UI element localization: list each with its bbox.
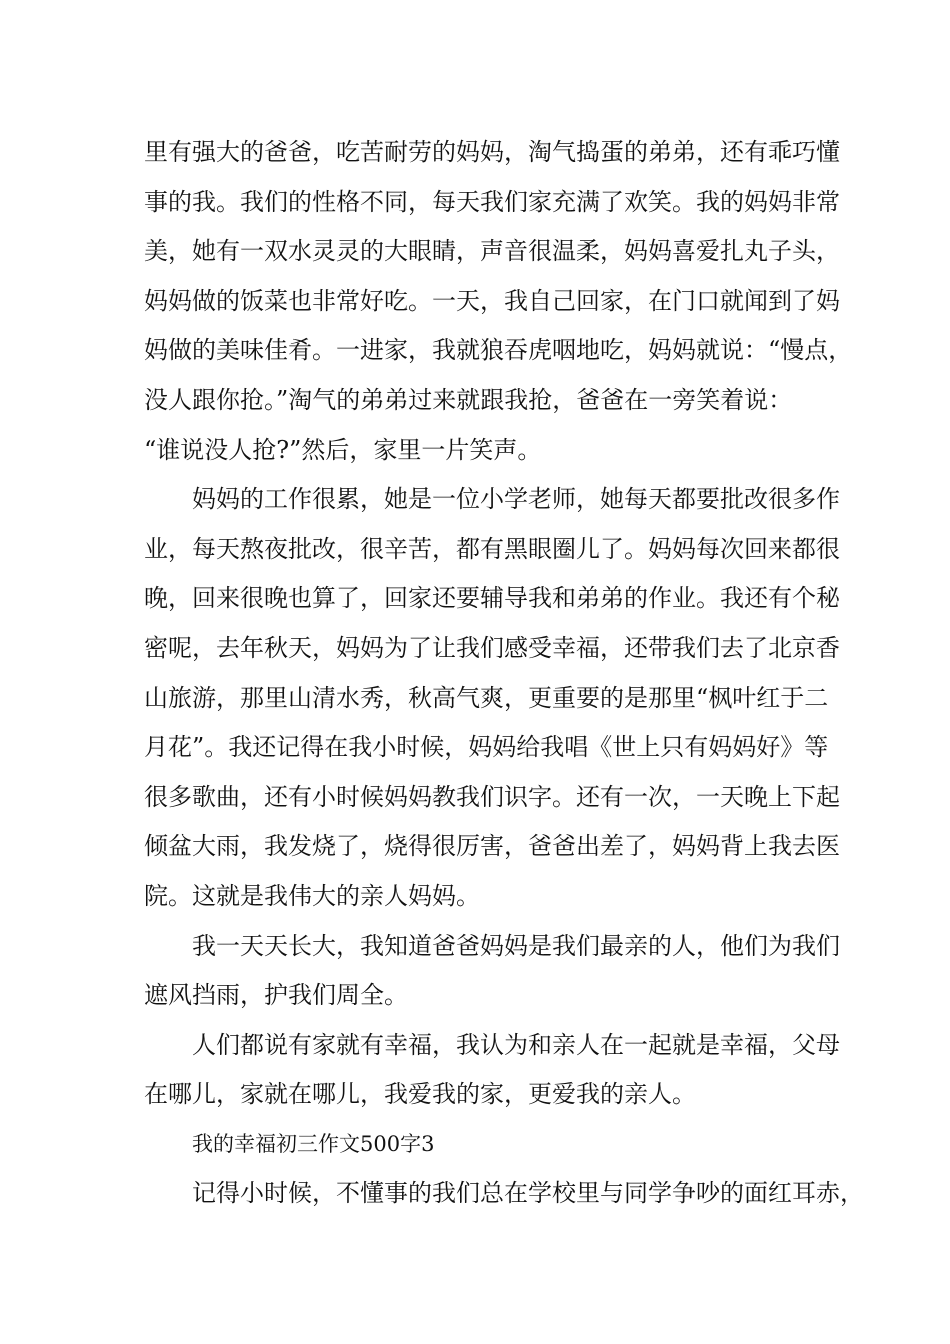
paragraph-line: 月花”。我还记得在我小时候，妈妈给我唱《世上只有妈妈好》等 bbox=[144, 733, 829, 762]
paragraph-line: 遮风挡雨，护我们周全。 bbox=[144, 981, 408, 1010]
paragraph-line: 里有强大的爸爸，吃苦耐劳的妈妈，淘气捣蛋的弟弟，还有乖巧懂 bbox=[144, 138, 840, 166]
paragraph-line: 我一天天长大，我知道爸爸妈妈是我们最亲的人，他们为我们 bbox=[192, 931, 840, 960]
paragraph-line: 很多歌曲，还有小时候妈妈教我们识字。还有一次，一天晚上下起 bbox=[144, 782, 840, 811]
document-body bbox=[144, 128, 864, 1219]
paragraph-4 bbox=[144, 1021, 840, 1120]
paragraph-line: “谁说没人抢?”然后，家里一片笑声。 bbox=[144, 435, 542, 464]
paragraph-2 bbox=[144, 475, 840, 921]
paragraph-line: 妈妈的工作很累，她是一位小学老师，她每天都要批改很多作 bbox=[192, 485, 840, 514]
paragraph-line: 倾盆大雨，我发烧了，烧得很厉害，爸爸出差了，妈妈背上我去医 bbox=[144, 832, 840, 861]
section-heading: 我的幸福初三作文500字3 bbox=[192, 1131, 435, 1156]
paragraph-line: 在哪儿，家就在哪儿，我爱我的家，更爱我的亲人。 bbox=[144, 1080, 696, 1109]
paragraph-5 bbox=[144, 1169, 864, 1219]
paragraph-line: 院。这就是我伟大的亲人妈妈。 bbox=[144, 881, 480, 910]
paragraph-line: 密呢，去年秋天，妈妈为了让我们感受幸福，还带我们去了北京香 bbox=[144, 633, 840, 662]
paragraph-line: 妈做的美味佳肴。一进家，我就狼吞虎咽地吃，妈妈就说：“慢点， bbox=[144, 336, 853, 365]
paragraph-line: 人们都说有家就有幸福，我认为和亲人在一起就是幸福，父母 bbox=[192, 1030, 840, 1059]
paragraph-line: 记得小时候，不懂事的我们总在学校里与同学争吵的面红耳赤， bbox=[192, 1179, 864, 1208]
paragraph-line: 妈妈做的饭菜也非常好吃。一天，我自己回家，在门口就闻到了妈 bbox=[144, 286, 840, 315]
paragraph-3 bbox=[144, 922, 840, 1021]
paragraph-line: 美，她有一双水灵灵的大眼睛，声音很温柔，妈妈喜爱扎丸子头， bbox=[144, 237, 840, 266]
paragraph-line: 晚，回来很晚也算了，回家还要辅导我和弟弟的作业。我还有个秘 bbox=[144, 584, 840, 613]
paragraph-line: 业，每天熬夜批改，很辛苦，都有黑眼圈儿了。妈妈每次回来都很 bbox=[144, 534, 840, 563]
paragraph-line: 山旅游，那里山清水秀，秋高气爽，更重要的是那里“枫叶红于二 bbox=[144, 683, 829, 712]
paragraph-line: 事的我。我们的性格不同，每天我们家充满了欢笑。我的妈妈非常 bbox=[144, 187, 840, 216]
paragraph-line: 没人跟你抢。”淘气的弟弟过来就跟我抢，爸爸在一旁笑着说： bbox=[144, 385, 793, 414]
paragraph-1 bbox=[144, 128, 853, 475]
